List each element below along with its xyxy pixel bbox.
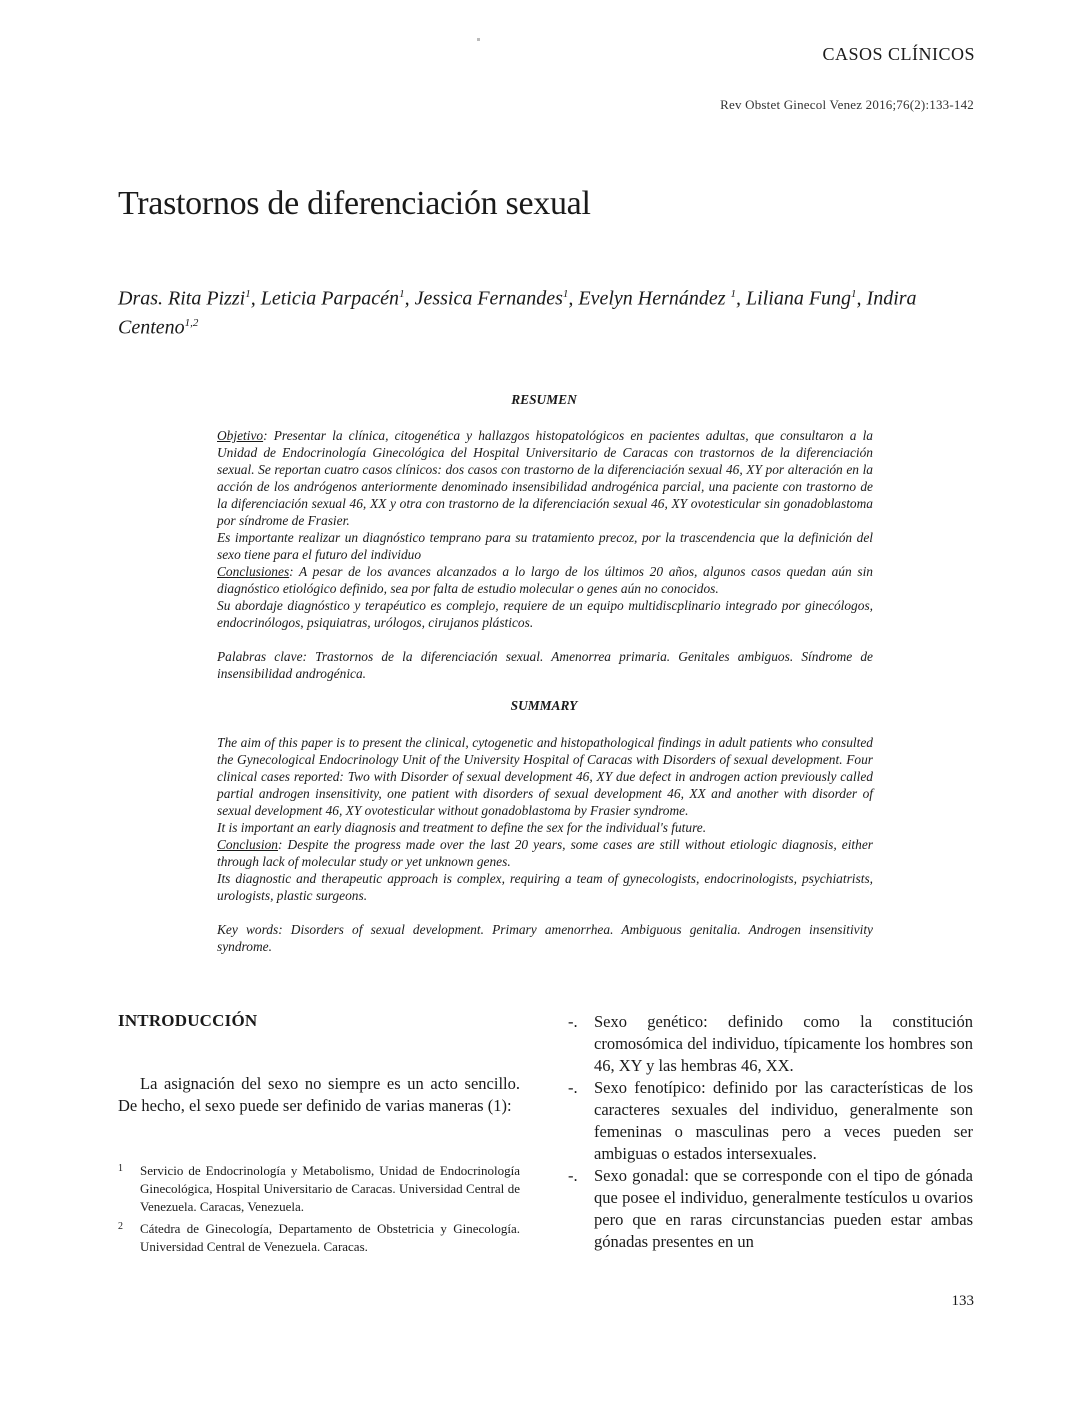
- author-affiliation: 1: [245, 288, 251, 300]
- article-title: Trastornos de diferenciación sexual: [118, 185, 591, 222]
- list-item-text: Sexo fenotípico: definido por las características de los caracteres sexuales del individuo, generalmente son femeninas o masculinas pero a veces pueden ser ambiguas o estados intersexuales.: [594, 1078, 973, 1163]
- author-name: Leticia Parpacén: [260, 287, 400, 310]
- sex-definition-list: [568, 1011, 973, 1253]
- conclusion-text: : Despite the progress made over the last 20 years, some cases are still without etiologic diagnosis, either through lack of molecular study or yet unknown genes.: [217, 837, 873, 869]
- author-separator: ,: [736, 287, 747, 310]
- bullet-mark: -.: [568, 1078, 578, 1097]
- summary-body: [217, 734, 873, 955]
- intro-paragraph: La asignación del sexo no siempre es un acto sencillo. De hecho, el sexo puede ser definido de varias maneras (1):: [118, 1074, 520, 1115]
- author-name: Jessica Fernandes: [414, 287, 563, 310]
- author-name: Evelyn Hernández: [578, 287, 731, 310]
- conclusiones-label: Conclusiones: [217, 564, 290, 579]
- author-separator: ,: [404, 287, 415, 310]
- list-item: [568, 1077, 973, 1165]
- list-item-text: Sexo gonadal: que se corresponde con el tipo de gónada que posee el individuo, generalmente testículos u ovarios pero que en raras circunstancias pueden estar ambas gónadas presentes en un: [594, 1166, 973, 1251]
- footnotes: [118, 1162, 520, 1260]
- summary-approach: Its diagnostic and therapeutic approach is complex, requiring a team of gynecologists, endocrinologists, psychiatrists, urologists, plastic surgeons.: [217, 871, 873, 903]
- footnote: [118, 1162, 520, 1216]
- resumen-heading: RESUMEN: [511, 392, 577, 407]
- conclusiones-text: : A pesar de los avances alcanzados a lo largo de los últimos 20 años, algunos casos quedan aún sin diagnóstico etiológico definido, sea por falta de estudio molecular o genes aún no conocidos.: [217, 564, 873, 596]
- footnote-text: Cátedra de Ginecología, Departamento de Obstetricia y Ginecología. Universidad Central de Venezuela. Caracas.: [140, 1221, 520, 1254]
- summary-conclusion: [217, 836, 873, 870]
- author-separator: ,: [250, 287, 261, 310]
- author-separator: ,: [568, 287, 579, 310]
- author-list: [118, 282, 974, 339]
- summary-heading: SUMMARY: [510, 698, 578, 713]
- resumen-objetivo: [217, 427, 873, 529]
- scan-mark: [477, 38, 480, 41]
- footnote-number: 2: [118, 1221, 123, 1232]
- resumen-abordaje: Su abordaje diagnóstico y terapéutico es complejo, requiere de un equipo multidiscplinario integrado por ginecólogos, endocrinólogos, psiquiatras, urólogos, cirujanos plásticos.: [217, 598, 873, 630]
- summary-importance: It is important an early diagnosis and treatment to define the sex for the individual's future.: [217, 820, 707, 835]
- palabras-clave: Palabras clave: Trastornos de la diferenciación sexual. Amenorrea primaria. Genitales ambiguos. Síndrome de insensibilidad androgénica.: [217, 649, 873, 681]
- author-affiliation: 1: [562, 288, 569, 300]
- resumen-conclusiones: [217, 563, 873, 597]
- resumen-importancia: Es importante realizar un diagnóstico temprano para su tratamiento precoz, por la trascendencia que la definición del sexo tiene para el futuro del individuo: [217, 530, 873, 562]
- list-item-text: Sexo genético: definido como la constitución cromosómica del individuo, típicamente los hombres son 46, XY y las hembras 46, XX.: [594, 1012, 973, 1075]
- author-affiliation: 1,2: [184, 316, 199, 329]
- summary-aim: The aim of this paper is to present the clinical, cytogenetic and histopathological findings in adult patients who consulted the Gynecological Endocrinology Unit of the University Hospital of Caracas with Disorders of sexual development. Four clinical cases reported: Two with Disorder of sexual development 46, XY due defect in androgen action previously called partial androgen insensitivity, one patient with disorders of sexual development 46, XX and another with disorder of sexual development 46, XY ovotesticular without gonadoblastoma by Frasier syndrome.: [217, 735, 873, 818]
- list-item: [568, 1165, 973, 1253]
- section-label: CASOS CLÍNICOS: [822, 44, 975, 64]
- objetivo-text: : Presentar la clínica, citogenética y hallazgos histopatológicos en pacientes adultas, que consultaron a la Unidad de Endocrinología Ginecológica del Hospital Universitario de Caracas con trastornos de la diferenciación sexual. Se reportan cuatro casos clínicos: dos casos con trastorno de la diferenciación sexual 46, XY por alteración en la acción de los andrógenos anteriormente denominado insensibilidad androgénica parcial, una paciente con trastorno de la diferenciación sexual 46, XX y otra con trastorno de la diferenciación sexual 46, XY ovotesticular sin gonadoblastoma por síndrome de Frasier.: [217, 428, 873, 528]
- resumen-body: [217, 427, 873, 682]
- objetivo-label: Objetivo: [217, 428, 264, 443]
- author-name: Dras. Rita Pizzi: [118, 287, 246, 310]
- author-name: Liliana Fung: [746, 287, 852, 310]
- footnote: [118, 1220, 520, 1256]
- author-affiliation: 1: [399, 288, 405, 300]
- author-affiliation: 1: [851, 288, 857, 300]
- bullet-mark: -.: [568, 1166, 578, 1185]
- bullet-mark: -.: [568, 1012, 578, 1031]
- intro-heading: INTRODUCCIÓN: [118, 1011, 258, 1030]
- author-separator: ,: [856, 287, 867, 310]
- author-affiliation: 1: [730, 288, 737, 300]
- key-words: Key words: Disorders of sexual development. Primary amenorrhea. Ambiguous genitalia. Androgen insensitivity syndrome.: [217, 922, 873, 954]
- list-item: [568, 1011, 973, 1077]
- footnote-number: 1: [118, 1163, 123, 1174]
- page-number: 133: [951, 1293, 974, 1309]
- author-name: Indira Centeno: [118, 287, 917, 339]
- journal-citation: Rev Obstet Ginecol Venez 2016;76(2):133-142: [720, 97, 974, 112]
- footnote-text: Servicio de Endocrinología y Metabolismo, Unidad de Endocrinología Ginecológica, Hospital Universitario de Caracas. Universidad Central de Venezuela. Caracas, Venezuela.: [140, 1163, 520, 1214]
- conclusion-label: Conclusion: [217, 837, 279, 852]
